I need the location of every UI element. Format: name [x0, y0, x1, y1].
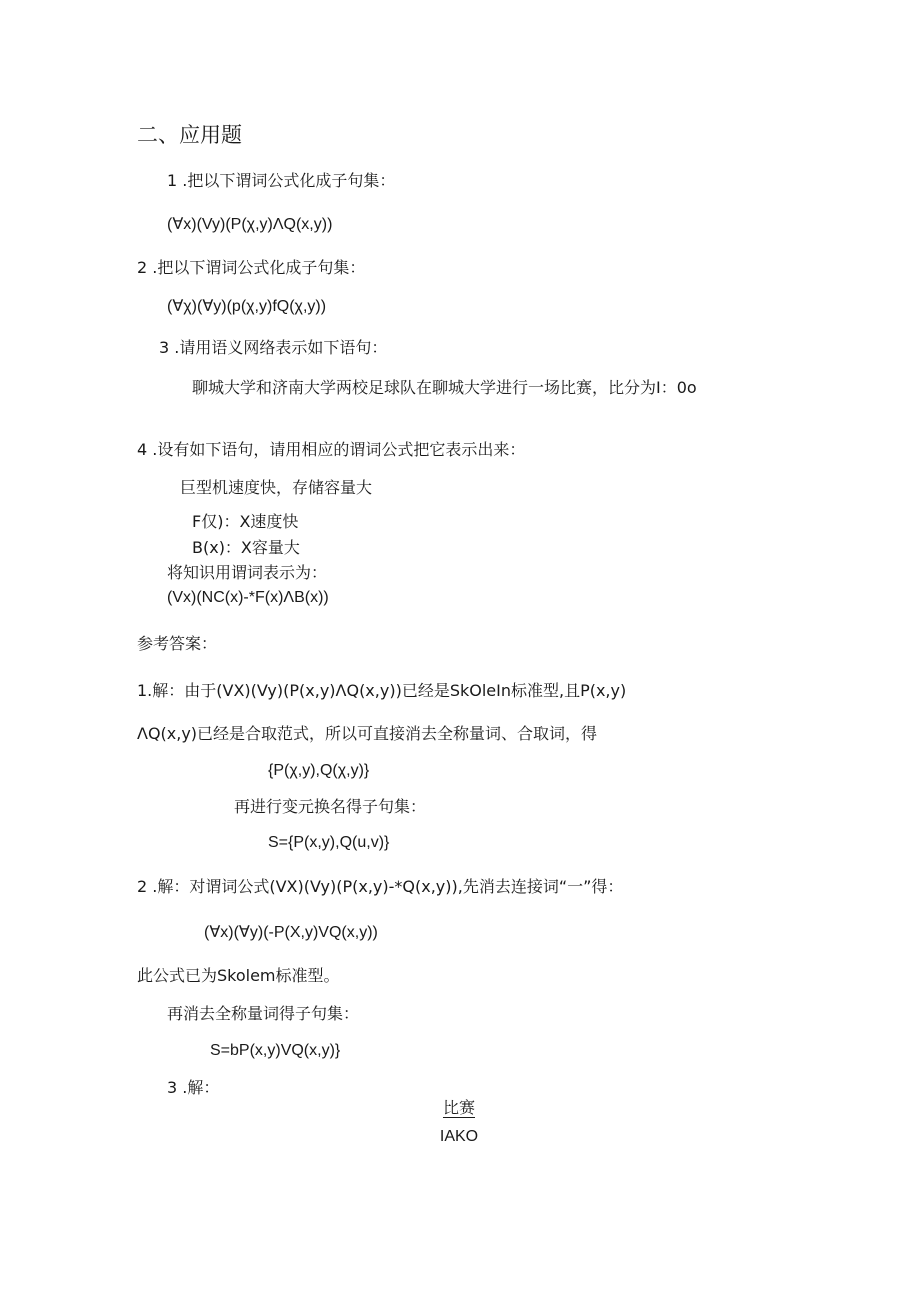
question-3-sentence: 聊城大学和济南大学两校足球队在聊城大学进行一场比赛，比分为I：0o: [192, 378, 697, 397]
question-4-intro: 将知识用谓词表示为：: [167, 563, 328, 582]
answer-1-set-1: {P(χ,y),Q(χ,y)}: [268, 762, 370, 779]
question-4-formula: (Vx)(NC(x)-*F(x)ΛB(x)): [167, 589, 329, 606]
answer-3-label: 3 .解：: [167, 1078, 220, 1097]
question-2-formula: (∀χ)(∀y)(p(χ,y)fQ(χ,y)): [167, 298, 327, 315]
answer-2-formula: (∀x)(∀y)(-P(X,y)VQ(x,y)): [204, 924, 378, 941]
answer-1-set-2: S={P(x,y),Q(u,v)}: [268, 834, 390, 851]
question-1-formula: (∀x)(Vy)(P(χ,y)ΛQ(x,y)): [167, 216, 333, 233]
answers-heading: 参考答案：: [137, 634, 218, 653]
answer-1-line-1: 1.解：由于(VX)(Vy)(P(x,y)ΛQ(x,y))已经是SkOleIn标准型,且P(x,y): [137, 681, 627, 700]
answer-1-rename: 再进行变元换名得子句集：: [234, 797, 427, 816]
semantic-net-node-iako: IAKO: [439, 1128, 479, 1145]
question-4-def-f: F仅)：X速度快: [192, 512, 299, 531]
section-title: 二、应用题: [137, 123, 242, 147]
answer-1-line-2: ΛQ(x,y)已经是合取范式，所以可直接消去全称量词、合取词，得: [137, 724, 598, 743]
answer-2-line-1: 2 .解：对谓词公式(VX)(Vy)(P(x,y)-*Q(x,y)),先消去连接词“一”得：: [137, 877, 624, 896]
question-4-label: 4 .设有如下语句，请用相应的谓词公式把它表示出来：: [137, 440, 526, 459]
question-4-sentence: 巨型机速度快，存储容量大: [180, 478, 373, 497]
question-3-label: 3 .请用语义网络表示如下语句：: [159, 338, 388, 357]
answer-2-again: 再消去全称量词得子句集：: [167, 1004, 360, 1023]
answer-2-set: S=bP(x,y)VQ(x,y)}: [210, 1042, 341, 1059]
question-2-label: 2 .把以下谓词公式化成子句集：: [137, 258, 366, 277]
question-1-label: 1 .把以下谓词公式化成子句集：: [167, 171, 396, 190]
semantic-net-node-match: 比赛: [442, 1098, 475, 1117]
answer-2-note: 此公式已为Skolem标准型。: [137, 966, 340, 985]
question-4-def-b: B(x)：X容量大: [192, 538, 300, 557]
